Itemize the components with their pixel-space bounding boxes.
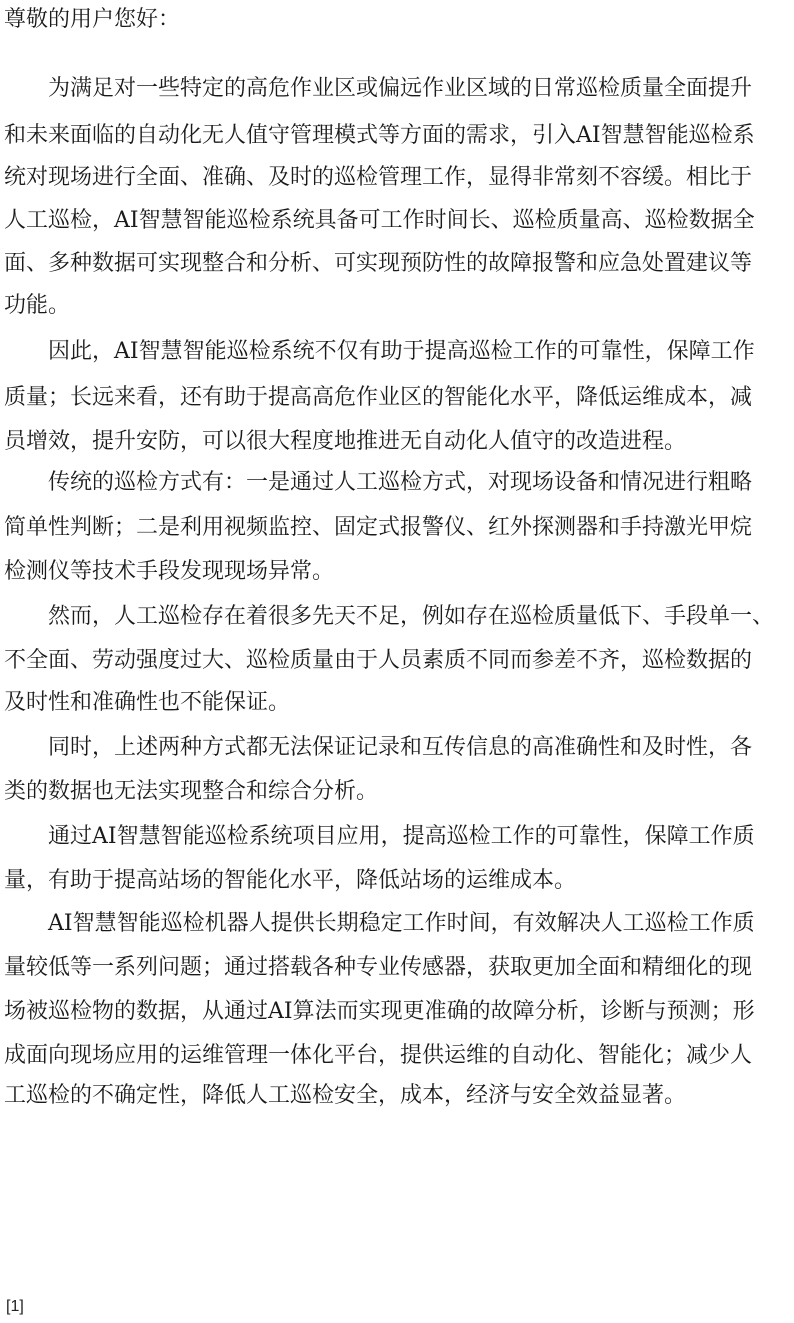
paragraph-line: 同时，上述两种方式都无法保证记录和互传信息的高准确性和及时性，各	[48, 735, 753, 760]
paragraph-line: 统对现场进行全面、准确、及时的巡检管理工作，显得非常刻不容缓。相比于	[4, 165, 753, 190]
paragraph-line: 质量；长远来看，还有助于提高高危作业区的智能化水平，降低运维成本，减	[4, 385, 753, 410]
paragraph-line: 功能。	[4, 293, 71, 318]
greeting: 尊敬的用户您好：	[4, 7, 181, 32]
paragraph-line: 通过AI智慧智能巡检系统项目应用，提高巡检工作的可靠性，保障工作质	[48, 824, 755, 849]
paragraph-line: 为满足对一些特定的高危作业区或偏远作业区域的日常巡检质量全面提升	[48, 76, 753, 101]
paragraph-line: 检测仪等技术手段发现现场异常。	[4, 559, 335, 584]
paragraph-line: 员增效，提升安防，可以很大程度地推进无自动化人值守的改造进程。	[4, 429, 687, 454]
paragraph-line: 人工巡检，AI智慧智能巡检系统具备可工作时间长、巡检质量高、巡检数据全	[4, 208, 755, 233]
paragraph-line: AI智慧智能巡检机器人提供长期稳定工作时间，有效解决人工巡检工作质	[48, 911, 755, 936]
paragraph-line: 量，有助于提高站场的智能化水平，降低站场的运维成本。	[4, 868, 577, 893]
paragraph-line: 简单性判断；二是利用视频监控、固定式报警仪、红外探测器和手持激光甲烷	[4, 515, 753, 540]
paragraph-line: 及时性和准确性也不能保证。	[4, 690, 291, 715]
paragraph-line: 成面向现场应用的运维管理一体化平台，提供运维的自动化、智能化；减少人	[4, 1043, 753, 1068]
paragraph-line: 量较低等一系列问题；通过搭载各种专业传感器，获取更加全面和精细化的现	[4, 955, 753, 980]
footnote-marker: [1]	[6, 1298, 24, 1315]
paragraph-line: 因此，AI智慧智能巡检系统不仅有助于提高巡检工作的可靠性，保障工作	[48, 339, 755, 364]
paragraph-line: 和未来面临的自动化无人值守管理模式等方面的需求，引入AI智慧智能巡检系	[4, 123, 755, 148]
paragraph-line: 工巡检的不确定性，降低人工巡检安全，成本，经济与安全效益显著。	[4, 1083, 687, 1108]
paragraph-line: 面、多种数据可实现整合和分析、可实现预防性的故障报警和应急处置建议等	[4, 251, 753, 276]
paragraph-line: 类的数据也无法实现整合和综合分析。	[4, 779, 379, 804]
paragraph-line: 不全面、劳动强度过大、巡检质量由于人员素质不同而参差不齐，巡检数据的	[4, 648, 753, 673]
paragraph-line: 然而，人工巡检存在着很多先天不足，例如存在巡检质量低下、手段单一、	[48, 604, 775, 629]
paragraph-line: 场被巡检物的数据，从通过AI算法而实现更准确的故障分析，诊断与预测；形	[4, 999, 755, 1024]
paragraph-line: 传统的巡检方式有：一是通过人工巡检方式，对现场设备和情况进行粗略	[48, 470, 753, 495]
